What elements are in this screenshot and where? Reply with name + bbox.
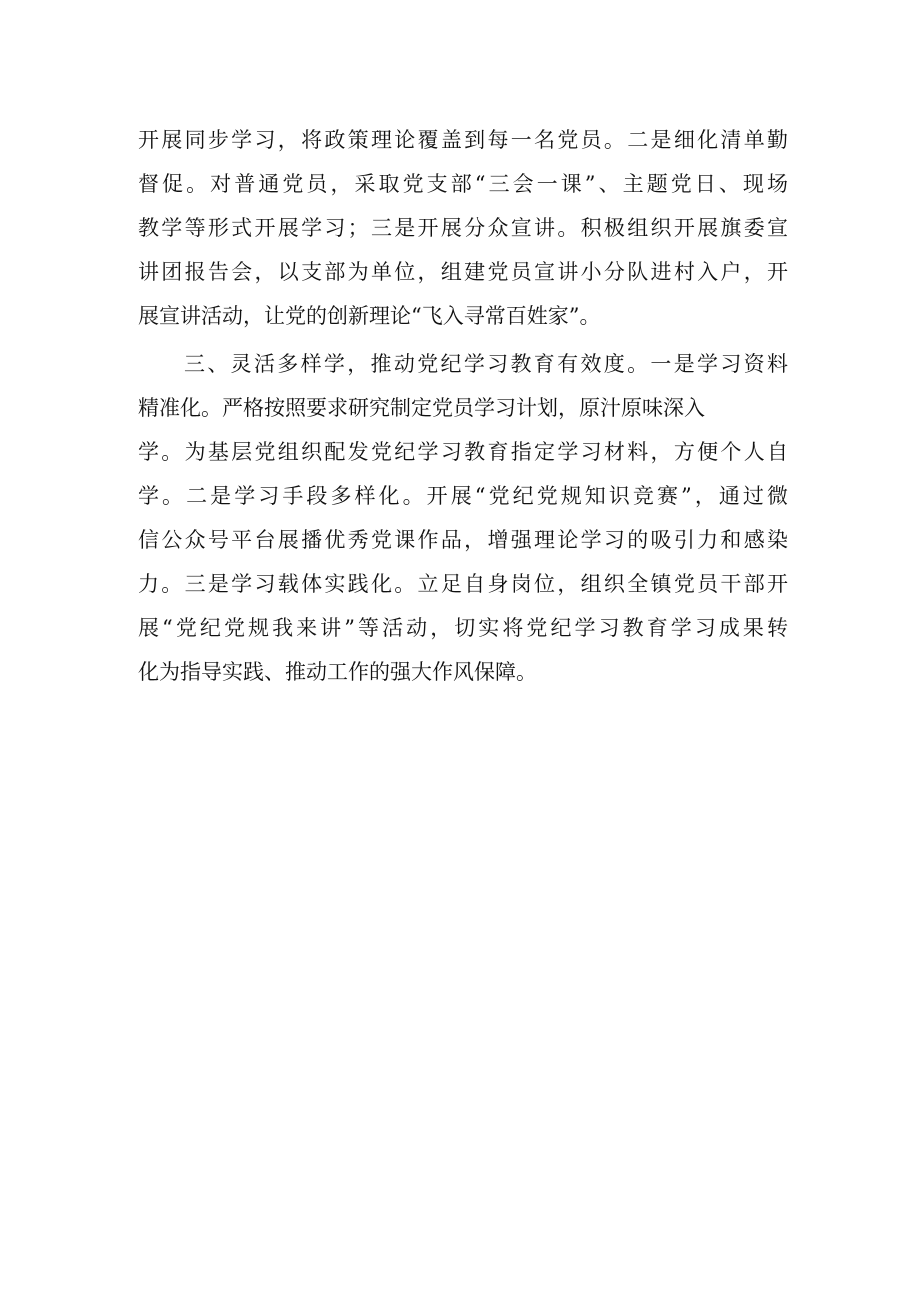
paragraph-1-line-4: 讲团报告会，以支部为单位，组建党员宣讲小分队进村入户，开 xyxy=(138,260,788,284)
paragraph-2-line-2: 精准化。严格按照要求研究制定党员学习计划，原汁原味深入 xyxy=(138,396,705,420)
paragraph-2-line-3: 学。为基层党组织配发党纪学习教育指定学习材料，方便个人自 xyxy=(138,440,788,464)
paragraph-2-line-7: 展“党纪党规我来讲”等活动，切实将党纪学习教育学习成果转 xyxy=(138,616,788,640)
paragraph-2-line-6: 力。三是学习载体实践化。立足自身岗位，组织全镇党员干部开 xyxy=(138,572,788,596)
paragraph-2-line-4: 学。二是学习手段多样化。开展“党纪党规知识竞赛”，通过微 xyxy=(138,484,788,508)
paragraph-1-line-1: 开展同步学习，将政策理论覆盖到每一名党员。二是细化清单勤 xyxy=(138,128,788,152)
paragraph-2-line-1: 三、灵活多样学，推动党纪学习教育有效度。一是学习资料 xyxy=(184,352,788,376)
paragraph-2-line-8: 化为指导实践、推动工作的强大作风保障。 xyxy=(138,660,537,684)
paragraph-2-line-5: 信公众号平台展播优秀党课作品，增强理论学习的吸引力和感染 xyxy=(138,528,788,552)
paragraph-1-line-5: 展宣讲活动，让党的创新理论“飞入寻常百姓家”。 xyxy=(138,304,601,328)
paragraph-1-line-3: 教学等形式开展学习；三是开展分众宣讲。积极组织开展旗委宣 xyxy=(138,216,788,240)
paragraph-1-line-2: 督促。对普通党员，采取党支部“三会一课”、主题党日、现场 xyxy=(138,172,788,196)
